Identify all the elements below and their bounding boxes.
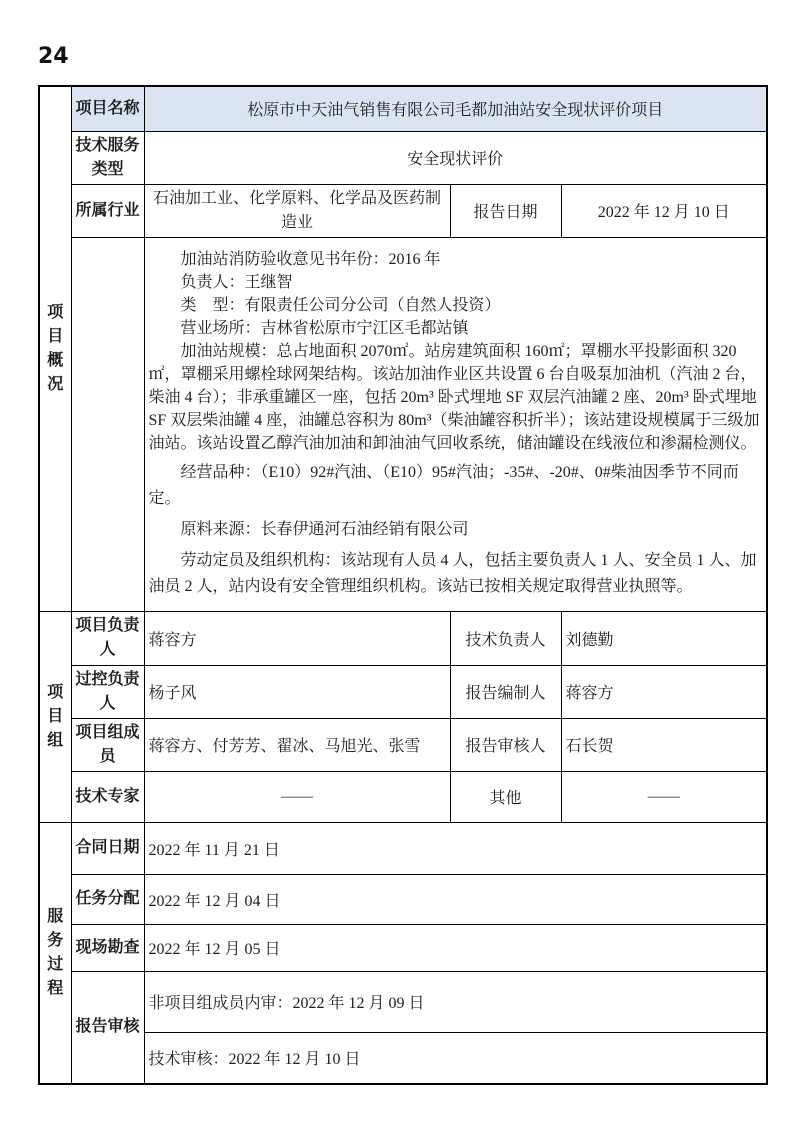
value-task-assignment: 2022 年 12 月 04 日: [144, 874, 767, 924]
overview-paragraph: 负责人：王继智: [180, 274, 293, 291]
value-report-date: 2022 年 12 月 10 日: [561, 184, 767, 237]
project-info-table: [38, 85, 768, 1085]
value-tech-expert: ——: [144, 771, 450, 822]
row-industry: [39, 184, 767, 237]
label-report-writer: 报告编制人: [450, 665, 561, 718]
label-project-leader: 项目负责人: [71, 611, 144, 665]
row-overview: [39, 237, 767, 611]
value-tech-leader: 刘德勤: [561, 611, 767, 665]
value-service-type: 安全现状评价: [144, 131, 767, 184]
section-label-overview: 项目概况: [47, 303, 64, 393]
value-contract-date: 2022 年 11 月 21 日: [144, 822, 767, 874]
label-tech-expert: 技术专家: [71, 771, 144, 822]
row-report-review-internal: [39, 971, 767, 1032]
label-site-survey: 现场勘查: [71, 924, 144, 971]
overview-label-spacer: [71, 237, 144, 611]
row-team-members: [39, 718, 767, 771]
value-site-survey: 2022 年 12 月 05 日: [144, 924, 767, 971]
page-number: 24: [38, 44, 69, 69]
overview-paragraph: 经营品种：（E10）92#汽油、（E10）95#汽油；-35#、-20#、0#柴油因季节不同而定。: [148, 464, 739, 507]
value-project-leader: 蒋容方: [144, 611, 450, 665]
label-other: 其他: [450, 771, 561, 822]
value-control-leader: 杨子风: [144, 665, 450, 718]
value-project-name: 松原市中天油气销售有限公司毛都加油站安全现状评价项目: [144, 86, 767, 131]
section-label-process: 服务过程: [47, 907, 64, 997]
value-technical-review: 技术审核：2022 年 12 月 10 日: [144, 1032, 767, 1084]
row-contract-date: [39, 822, 767, 874]
value-other: ——: [561, 771, 767, 822]
row-service-type: [39, 131, 767, 184]
label-task-assignment: 任务分配: [71, 874, 144, 924]
value-internal-review: 非项目组成员内审：2022 年 12 月 09 日: [144, 971, 767, 1032]
label-control-leader: 过控负责人: [71, 665, 144, 718]
section-cell-overview: [39, 86, 71, 611]
overview-content: [144, 237, 767, 611]
label-report-review: 报告审核: [71, 971, 144, 1084]
row-report-review-technical: [39, 1032, 767, 1084]
overview-paragraph: 类 型：有限责任公司分公司（自然人投资）: [180, 297, 501, 314]
value-report-reviewer: 石长贺: [561, 718, 767, 771]
label-contract-date: 合同日期: [71, 822, 144, 874]
section-cell-team: [39, 611, 71, 822]
overview-paragraph: 原料来源：长春伊通河石油经销有限公司: [180, 521, 469, 538]
row-site-survey: [39, 924, 767, 971]
overview-paragraph: 营业场所：吉林省松原市宁江区毛都站镇: [180, 320, 469, 337]
section-label-team: 项目组: [47, 683, 64, 749]
value-industry: 石油加工业、化学原料、化学品及医药制造业: [144, 184, 450, 237]
overview-paragraph: 加油站消防验收意见书年份：2016 年: [180, 251, 441, 268]
label-report-date: 报告日期: [450, 184, 561, 237]
value-team-members: 蒋容方、付芳芳、翟冰、马旭光、张雪: [144, 718, 450, 771]
row-control-leader: [39, 665, 767, 718]
label-service-type: 技术服务类型: [71, 131, 144, 184]
row-project-leader: [39, 611, 767, 665]
section-cell-process: [39, 822, 71, 1084]
label-industry: 所属行业: [71, 184, 144, 237]
label-project-name: 项目名称: [71, 86, 144, 131]
label-report-reviewer: 报告审核人: [450, 718, 561, 771]
row-task-assignment: [39, 874, 767, 924]
row-tech-expert: [39, 771, 767, 822]
overview-paragraph: 劳动定员及组织机构：该站现有人员 4 人，包括主要负责人 1 人、安全员 1 人、加油员 2 人，站内设有安全管理组织机构。该站已按相关规定取得营业执照等。: [148, 552, 757, 595]
row-project-name: [39, 86, 767, 131]
overview-paragraph: 加油站规模：总占地面积 2070㎡。站房建筑面积 160㎡；罩棚水平投影面积 320 ㎡，罩棚采用螺栓球网架结构。该站加油作业区共设置 6 台自吸泵加油机（汽油 2 台，柴油 4 台）；非承重罐区一座，包括 20m³ 卧式埋地 SF 双层汽油罐 2 座、20m³ 卧式埋地 SF 双层柴油罐 4 座，油罐总容积为 80m³（柴油罐容积折半）；该站建设规模属于三级加油站。该站设置乙醇汽油加油和卸油油气回收系统，储油罐设在线液位和渗漏检测仪。: [148, 343, 760, 452]
value-report-writer: 蒋容方: [561, 665, 767, 718]
label-tech-leader: 技术负责人: [450, 611, 561, 665]
label-team-members: 项目组成员: [71, 718, 144, 771]
